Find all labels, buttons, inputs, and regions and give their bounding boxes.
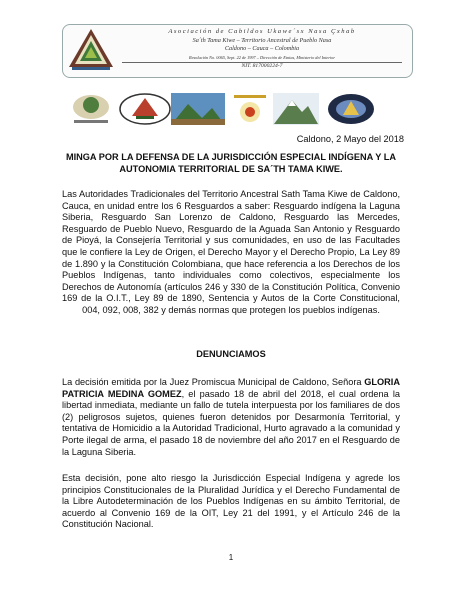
document-title: MINGA POR LA DEFENSA DE LA JURISDICCIÓN ESPECIAL INDÍGENA Y LA AUTONOMIA TERRITORIAL DE SA´TH TAMA KIWE. [65,152,397,174]
denuncia-text-start: La decisión emitida por la Juez Promiscua Municipal de Caldono, Señora [62,377,365,387]
section-heading: DENUNCIAMOS [196,349,266,359]
letterhead-text [122,28,402,71]
letter-date: Caldono, 2 Mayo del 2018 [296,134,404,144]
letterhead-line-2: Sa´th Tama Kiwe – Territorio Ancestral de Pueblo Nasa [192,36,332,44]
mountain-logo [272,92,320,126]
letterhead-line-4: Resolución No. 0065, Sept. 22 de 1997 – Dirección de Etnias, Ministerio del Interior [188,54,336,60]
landscape-logo [170,92,226,126]
risk-paragraph: Esta decisión, pone alto riesgo la Jurisdicción Especial Indígena y agrede los principios Constitucionales de la Pluralidad Jurídica y el Derecho Fundamental de la Libre Autodeterminación de los Pueblos Indígenas en su ámbito Territorial, de acuerdo al Convenio 169 de la OIT, Ley 21 del 1991, y el Artículo 246 de la Constitución Nacional. [62,473,400,530]
pioya-logo [326,92,376,126]
association-logo [66,27,116,73]
judge-name: GLORIA PATRICIA MEDINA GOMEZ [62,377,400,399]
letterhead-line-5: NIT. 817000224-7 [241,63,283,70]
consejeria-logo [232,92,268,126]
denuncia-text-end: , el pasado 18 de abril del 2018, el cual ordena la libertad inmediata, mediante un fallo de tutela interpuesta por los familiares de dos (2) peligrosos sujetos, quienes fueron detenidos por Desarmonía Territorial, y tentativa de Homicidio a la Autoridad Tradicional, Hurto agravado a la comunidad y Porte ilegal de arma, el pasado 18 de noviembre del año 2017 en el Resguardo de la Laguna Siberia. [62,388,400,457]
letterhead-divider [122,62,402,63]
logo-strip [0,92,462,128]
letterhead-line-3: Caldono – Cauca – Colombia [224,45,300,53]
intro-paragraph: Las Autoridades Tradicionales del Territorio Ancestral Sath Tama Kiwe de Caldono, Cauca, en unidad entre los 6 Resguardos a saber: Resguardo indígena la Laguna Siberia, Resguardo San Lorenzo de Caldono, Resguardo las Mercedes, Resguardo de Pueblo Nuevo, Resguardo de la Aguada San Antonio y Resguardo de Pioyá, la Consejería Territorial y sus comunidades, en uso de las Facultades que le confiere la Ley de Origen, el Derecho Mayor y el Derecho Propio, La Ley 89 de 1.890 y la Constitución Colombiana, que hace referencia a los Derechos de los Pueblos Indígenas, tanto individuales como colectivos, especialmente los Derechos de Autonomía (artículos 246 y 330 de la Constitución Política, Convenio 169 de la O.I.T., Ley 89 de 1890, Sentencia y Autos de la Corte Constitucional, 004, 092, 008, 382 y demás normas que protegen los pueblos indígenas. [62,189,400,315]
cabildo-la-aguada-logo [66,92,116,126]
cabildo-pueblo-nuevo-logo [118,92,172,126]
denuncia-paragraph [62,377,400,458]
page-number: 1 [228,553,234,562]
letterhead-line-1: Asociación de Cabildos Ukawe´sx Nasa Çxhab [168,28,356,35]
